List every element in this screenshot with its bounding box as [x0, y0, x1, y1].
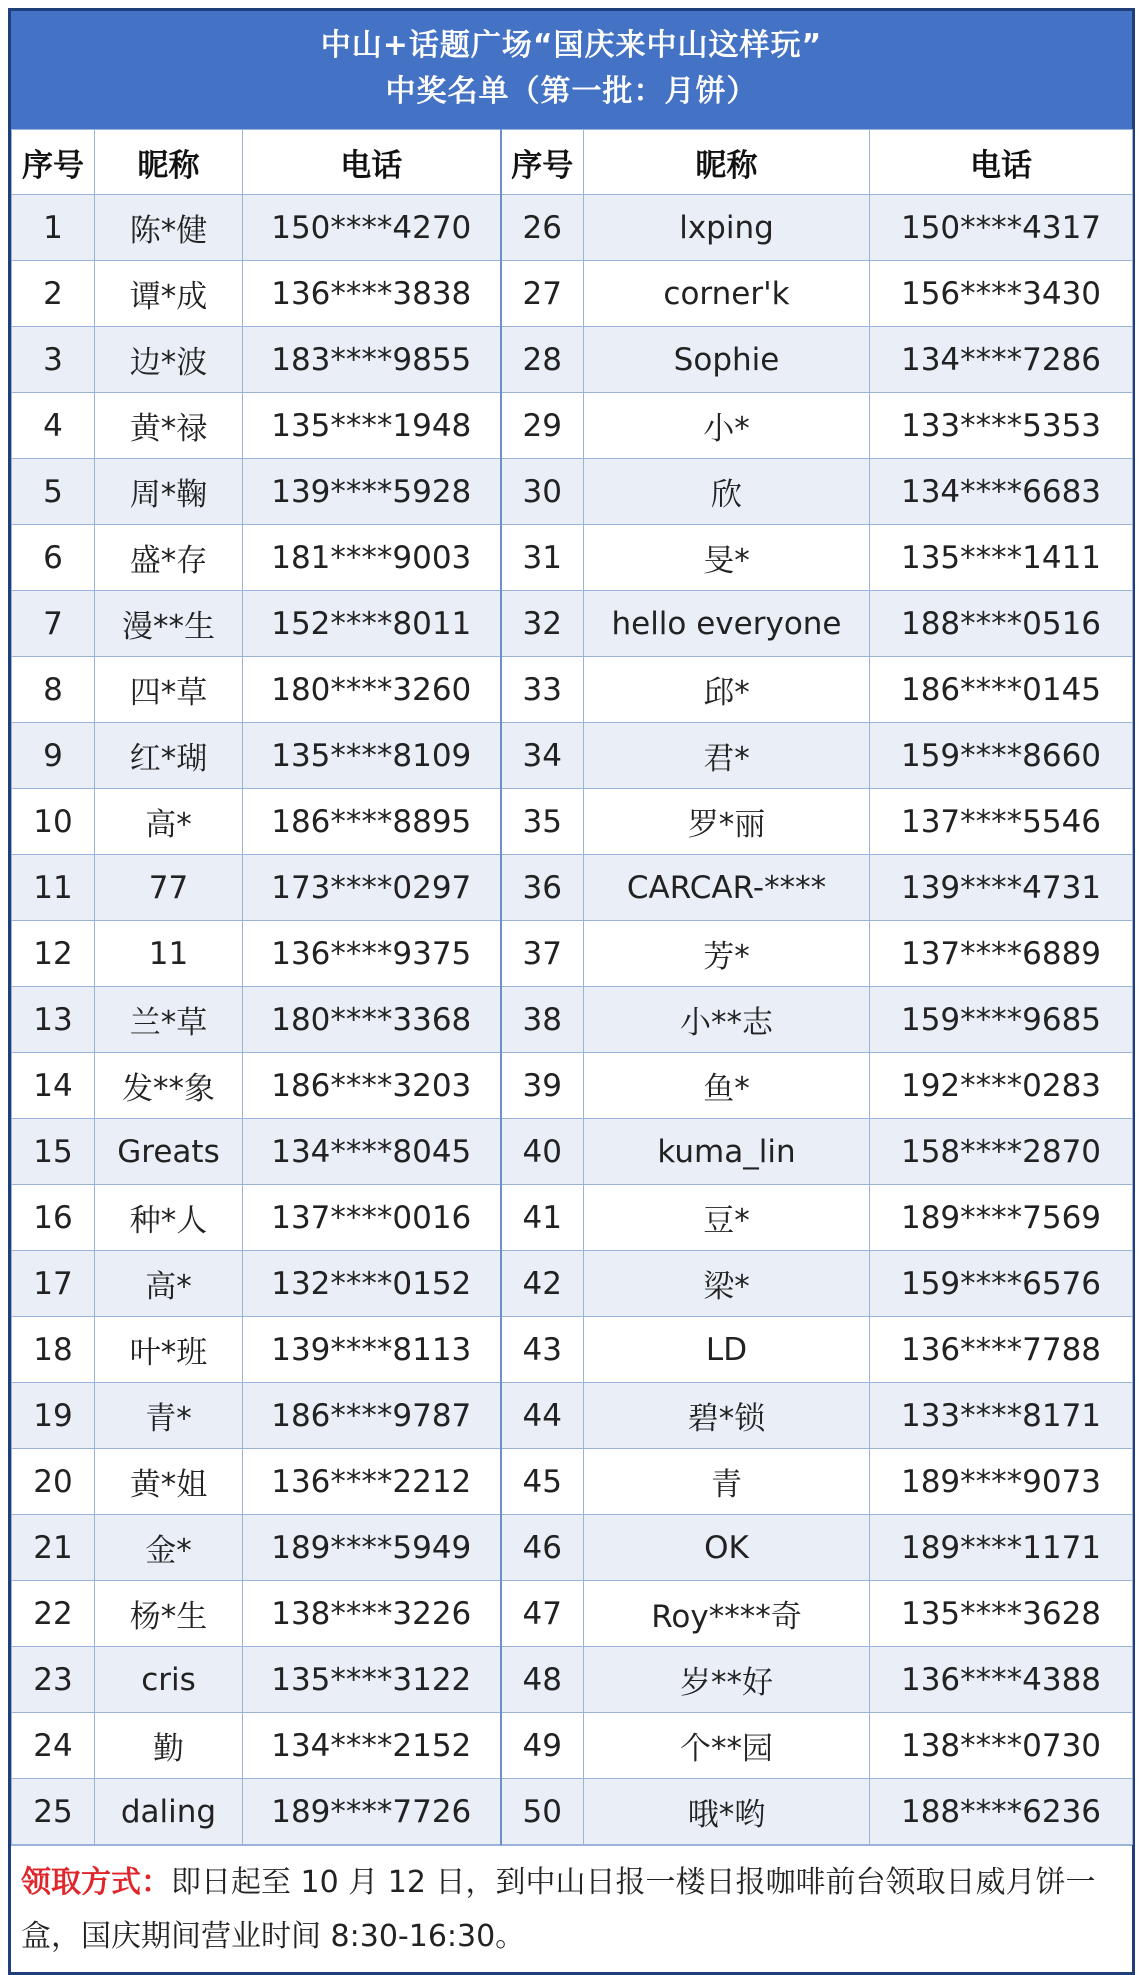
cell-nickname: 青	[584, 1449, 870, 1515]
cell-phone: 159****9685	[870, 987, 1133, 1053]
cell-phone: 135****3122	[243, 1647, 501, 1713]
cell-nickname: 小*	[584, 393, 870, 459]
cell-no: 7	[12, 591, 95, 657]
cell-nickname: 高*	[95, 789, 243, 855]
table-row	[12, 459, 1133, 525]
cell-phone: 189****7569	[870, 1185, 1133, 1251]
cell-phone: 138****0730	[870, 1713, 1133, 1779]
cell-phone: 189****5949	[243, 1515, 501, 1581]
cell-nickname: 黄*姐	[95, 1449, 243, 1515]
cell-nickname: 小**志	[584, 987, 870, 1053]
cell-no: 50	[501, 1779, 584, 1845]
cell-phone: 137****5546	[870, 789, 1133, 855]
cell-phone: 186****3203	[243, 1053, 501, 1119]
cell-nickname: 梁*	[584, 1251, 870, 1317]
cell-nickname: 君*	[584, 723, 870, 789]
cell-phone: 158****2870	[870, 1119, 1133, 1185]
cell-phone: 137****6889	[870, 921, 1133, 987]
cell-no: 11	[12, 855, 95, 921]
cell-no: 37	[501, 921, 584, 987]
cell-nickname: 发**象	[95, 1053, 243, 1119]
cell-phone: 152****8011	[243, 591, 501, 657]
title-line-2: 中奖名单（第一批：月饼）	[385, 74, 758, 109]
column-header-phone: 电话	[243, 130, 501, 195]
cell-phone: 180****3368	[243, 987, 501, 1053]
cell-nickname: 青*	[95, 1383, 243, 1449]
table-row	[12, 195, 1133, 261]
column-header-nickname: 昵称	[95, 130, 243, 195]
table-row	[12, 1251, 1133, 1317]
cell-no: 32	[501, 591, 584, 657]
cell-nickname: 边*波	[95, 327, 243, 393]
cell-no: 6	[12, 525, 95, 591]
cell-no: 19	[12, 1383, 95, 1449]
table-row	[12, 1779, 1133, 1845]
cell-nickname: 高*	[95, 1251, 243, 1317]
cell-nickname: 种*人	[95, 1185, 243, 1251]
table-row	[12, 1713, 1133, 1779]
cell-phone: 135****8109	[243, 723, 501, 789]
cell-phone: 133****8171	[870, 1383, 1133, 1449]
cell-phone: 183****9855	[243, 327, 501, 393]
table-row	[12, 393, 1133, 459]
cell-nickname: 黄*禄	[95, 393, 243, 459]
cell-no: 39	[501, 1053, 584, 1119]
cell-nickname: Greats	[95, 1119, 243, 1185]
cell-no: 34	[501, 723, 584, 789]
cell-nickname: daling	[95, 1779, 243, 1845]
cell-nickname: 杨*生	[95, 1581, 243, 1647]
cell-nickname: 豆*	[584, 1185, 870, 1251]
cell-no: 13	[12, 987, 95, 1053]
cell-no: 26	[501, 195, 584, 261]
cell-nickname: 勤	[95, 1713, 243, 1779]
cell-nickname: 芳*	[584, 921, 870, 987]
cell-no: 18	[12, 1317, 95, 1383]
cell-phone: 139****5928	[243, 459, 501, 525]
title-banner	[11, 11, 1132, 129]
cell-phone: 136****7788	[870, 1317, 1133, 1383]
cell-nickname: 兰*草	[95, 987, 243, 1053]
cell-phone: 136****2212	[243, 1449, 501, 1515]
cell-no: 1	[12, 195, 95, 261]
table-row	[12, 261, 1133, 327]
cell-no: 21	[12, 1515, 95, 1581]
table-row	[12, 855, 1133, 921]
table-row	[12, 987, 1133, 1053]
cell-phone: 136****3838	[243, 261, 501, 327]
cell-nickname: 77	[95, 855, 243, 921]
table-row	[12, 1449, 1133, 1515]
cell-nickname: 四*草	[95, 657, 243, 723]
table-row	[12, 723, 1133, 789]
cell-no: 15	[12, 1119, 95, 1185]
cell-phone: 136****9375	[243, 921, 501, 987]
cell-no: 30	[501, 459, 584, 525]
cell-phone: 159****8660	[870, 723, 1133, 789]
cell-phone: 139****4731	[870, 855, 1133, 921]
claim-method-label: 领取方式：	[21, 1865, 171, 1900]
cell-no: 17	[12, 1251, 95, 1317]
cell-nickname: CARCAR-****	[584, 855, 870, 921]
cell-no: 28	[501, 327, 584, 393]
winner-table	[11, 129, 1133, 1845]
table-row	[12, 327, 1133, 393]
cell-phone: 150****4317	[870, 195, 1133, 261]
cell-phone: 135****1948	[243, 393, 501, 459]
cell-nickname: 谭*成	[95, 261, 243, 327]
cell-no: 41	[501, 1185, 584, 1251]
table-row	[12, 1383, 1133, 1449]
cell-phone: 189****1171	[870, 1515, 1133, 1581]
cell-phone: 173****0297	[243, 855, 501, 921]
cell-no: 23	[12, 1647, 95, 1713]
claim-instructions	[11, 1845, 1132, 1972]
table-row	[12, 921, 1133, 987]
cell-no: 9	[12, 723, 95, 789]
cell-no: 29	[501, 393, 584, 459]
column-header-nickname: 昵称	[584, 130, 870, 195]
cell-phone: 188****6236	[870, 1779, 1133, 1845]
table-row	[12, 657, 1133, 723]
cell-no: 35	[501, 789, 584, 855]
cell-nickname: OK	[584, 1515, 870, 1581]
table-row	[12, 1053, 1133, 1119]
cell-no: 36	[501, 855, 584, 921]
table-row	[12, 1185, 1133, 1251]
winner-list-sheet	[8, 8, 1135, 1975]
cell-phone: 189****9073	[870, 1449, 1133, 1515]
cell-no: 49	[501, 1713, 584, 1779]
cell-phone: 136****4388	[870, 1647, 1133, 1713]
cell-nickname: corner'k	[584, 261, 870, 327]
table-row	[12, 1317, 1133, 1383]
cell-nickname: 11	[95, 921, 243, 987]
table-row	[12, 1515, 1133, 1581]
cell-nickname: 漫**生	[95, 591, 243, 657]
cell-nickname: 红*瑚	[95, 723, 243, 789]
cell-nickname: kuma_lin	[584, 1119, 870, 1185]
cell-phone: 134****8045	[243, 1119, 501, 1185]
cell-nickname: 岁**好	[584, 1647, 870, 1713]
cell-no: 42	[501, 1251, 584, 1317]
cell-no: 46	[501, 1515, 584, 1581]
cell-phone: 132****0152	[243, 1251, 501, 1317]
cell-phone: 135****3628	[870, 1581, 1133, 1647]
column-header-phone: 电话	[870, 130, 1133, 195]
cell-phone: 181****9003	[243, 525, 501, 591]
cell-nickname: 金*	[95, 1515, 243, 1581]
cell-phone: 186****0145	[870, 657, 1133, 723]
cell-no: 48	[501, 1647, 584, 1713]
cell-nickname: 叶*班	[95, 1317, 243, 1383]
cell-nickname: 邱*	[584, 657, 870, 723]
cell-no: 16	[12, 1185, 95, 1251]
table-row	[12, 591, 1133, 657]
cell-no: 14	[12, 1053, 95, 1119]
cell-phone: 186****8895	[243, 789, 501, 855]
table-row	[12, 1581, 1133, 1647]
cell-no: 31	[501, 525, 584, 591]
cell-no: 40	[501, 1119, 584, 1185]
claim-method-text: 即日起至 10 月 12 日，到中山日报一楼日报咖啡前台领取日威月饼一盒，国庆期间营业时间 8:30-16:30。	[21, 1865, 1096, 1954]
cell-phone: 134****2152	[243, 1713, 501, 1779]
cell-nickname: cris	[95, 1647, 243, 1713]
cell-no: 22	[12, 1581, 95, 1647]
cell-no: 12	[12, 921, 95, 987]
cell-no: 25	[12, 1779, 95, 1845]
cell-nickname: 旻*	[584, 525, 870, 591]
cell-phone: 189****7726	[243, 1779, 501, 1845]
cell-no: 10	[12, 789, 95, 855]
table-row	[12, 789, 1133, 855]
cell-no: 44	[501, 1383, 584, 1449]
cell-nickname: Sophie	[584, 327, 870, 393]
cell-phone: 138****3226	[243, 1581, 501, 1647]
cell-phone: 134****7286	[870, 327, 1133, 393]
cell-no: 45	[501, 1449, 584, 1515]
cell-nickname: 周*鞠	[95, 459, 243, 525]
cell-no: 3	[12, 327, 95, 393]
cell-no: 8	[12, 657, 95, 723]
table-row	[12, 1647, 1133, 1713]
cell-phone: 188****0516	[870, 591, 1133, 657]
cell-no: 5	[12, 459, 95, 525]
cell-phone: 180****3260	[243, 657, 501, 723]
cell-nickname: lxping	[584, 195, 870, 261]
cell-phone: 186****9787	[243, 1383, 501, 1449]
cell-phone: 192****0283	[870, 1053, 1133, 1119]
cell-no: 38	[501, 987, 584, 1053]
cell-nickname: 鱼*	[584, 1053, 870, 1119]
table-header-row	[12, 130, 1133, 195]
cell-nickname: LD	[584, 1317, 870, 1383]
cell-phone: 139****8113	[243, 1317, 501, 1383]
cell-no: 24	[12, 1713, 95, 1779]
cell-phone: 134****6683	[870, 459, 1133, 525]
cell-nickname: 欣	[584, 459, 870, 525]
cell-phone: 150****4270	[243, 195, 501, 261]
cell-nickname: hello everyone	[584, 591, 870, 657]
cell-nickname: 碧*锁	[584, 1383, 870, 1449]
cell-phone: 133****5353	[870, 393, 1133, 459]
cell-no: 2	[12, 261, 95, 327]
title-line-1: 中山+话题广场“国庆来中山这样玩”	[320, 28, 823, 63]
cell-nickname: 罗*丽	[584, 789, 870, 855]
cell-nickname: Roy****奇	[584, 1581, 870, 1647]
cell-nickname: 盛*存	[95, 525, 243, 591]
cell-no: 27	[501, 261, 584, 327]
cell-no: 20	[12, 1449, 95, 1515]
cell-no: 33	[501, 657, 584, 723]
cell-phone: 156****3430	[870, 261, 1133, 327]
table-row	[12, 1119, 1133, 1185]
cell-phone: 159****6576	[870, 1251, 1133, 1317]
column-header-no: 序号	[501, 130, 584, 195]
cell-no: 47	[501, 1581, 584, 1647]
column-header-no: 序号	[12, 130, 95, 195]
cell-no: 4	[12, 393, 95, 459]
cell-phone: 135****1411	[870, 525, 1133, 591]
cell-nickname: 哦*哟	[584, 1779, 870, 1845]
cell-nickname: 个**园	[584, 1713, 870, 1779]
cell-nickname: 陈*健	[95, 195, 243, 261]
cell-no: 43	[501, 1317, 584, 1383]
table-row	[12, 525, 1133, 591]
cell-phone: 137****0016	[243, 1185, 501, 1251]
